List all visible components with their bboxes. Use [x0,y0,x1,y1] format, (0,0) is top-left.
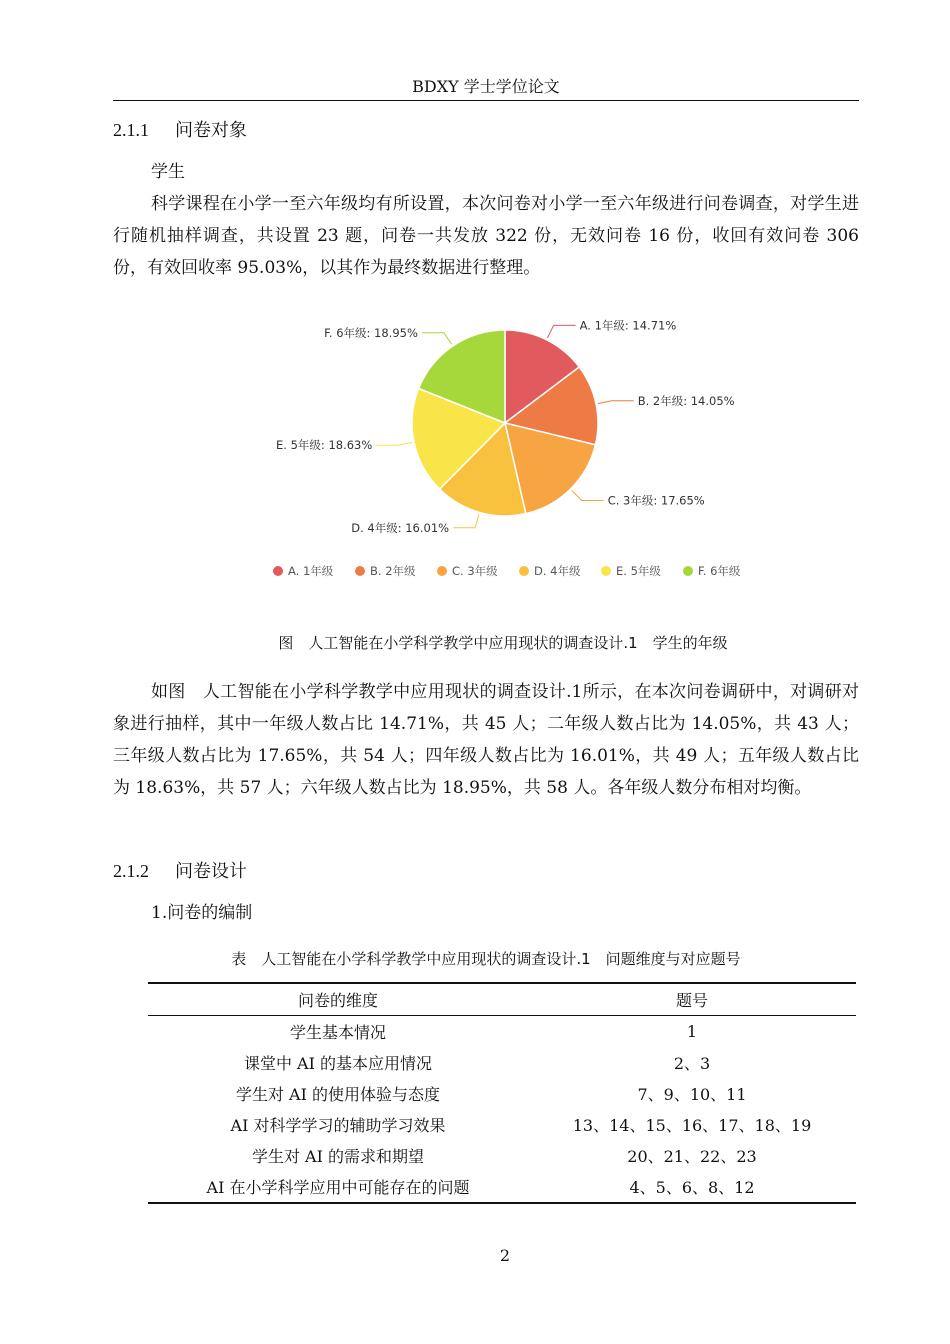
section-title: 问卷对象 [175,120,247,141]
pie-data-label: F. 6年级: 18.95% [324,325,418,340]
pie-leader-line [547,325,575,338]
table-cell: 课堂中 AI 的基本应用情况 [243,1054,433,1073]
legend-entry: E. 5年级 [616,564,661,578]
pie-leader-line [598,401,634,404]
table-header-question-numbers: 题号 [528,983,856,1016]
dimension-table [148,982,856,1204]
table-cell: 学生对 AI 的需求和期望 [251,1147,425,1166]
table-row [148,1171,856,1203]
table-cell: AI 对科学学习的辅助学习效果 [230,1116,446,1135]
pie-leader-line [572,491,604,501]
table-cell: 学生对 AI 的使用体验与态度 [235,1085,441,1104]
pie-data-label: C. 3年级: 17.65% [607,493,705,508]
pie-leader-line [422,333,452,345]
legend-entry: A. 1年级 [288,564,334,578]
table-cell: 2、3 [673,1054,711,1073]
pie-leader-line [376,442,412,445]
section-heading-2-1-2 [113,859,247,884]
table-row [148,1047,856,1078]
pie-data-label: A. 1年级: 14.71% [579,318,677,333]
table-row [148,1140,856,1171]
legend-swatch [355,566,365,576]
paragraph-grade-distribution: 如图 人工智能在小学科学教学中应用现状的调查设计.1所示，在本次问卷调研中，对调研对象进行抽样，其中一年级人数占比 14.71%，共 45 人；二年级人数占比为 14.05%，共 43 人；三年级人数占比为 17.65%，共 54 人；四年级人数占比为 16.01%，共 49 人；五年级人数占比为 18.63%，共 57 人；六年级人数占比为 18.95%，共 58 人。各年级人数分布相对均衡。 [113,682,859,798]
pie-data-label: E. 5年级: 18.63% [276,438,373,453]
table-header-row [148,983,856,1016]
section-title: 问卷设计 [175,861,247,882]
legend-swatch [601,566,611,576]
pie-leader-line [453,514,479,527]
table-cell: 20、21、22、23 [627,1147,757,1166]
legend-entry: F. 6年级 [698,564,741,578]
section-heading-2-1-1 [113,118,247,143]
legend-entry: D. 4年级 [534,564,581,578]
section-number: 2.1.1 [113,120,149,140]
legend-swatch [273,566,283,576]
table-cell: 13、14、15、16、17、18、19 [572,1116,812,1135]
legend-entry: C. 3年级 [452,564,498,578]
table-row [148,1016,856,1048]
section-number: 2.1.2 [113,861,149,881]
legend-swatch [683,566,693,576]
table-cell: 7、9、10、11 [637,1085,747,1104]
legend-swatch [437,566,447,576]
header-rule [113,100,859,101]
figure-caption: 图 人工智能在小学科学教学中应用现状的调查设计.1 学生的年级 [278,634,728,652]
paragraph-survey-overview: 科学课程在小学一至六年级均有所设置，本次问卷对小学一至六年级进行问卷调查，对学生进行随机抽样调查，共设置 23 题，问卷一共发放 322 份，无效问卷 16 份，收回有效问卷 306 份，有效回收率 95.03%，以其作为最终数据进行整理。 [113,194,859,278]
legend-entry: B. 2年级 [370,564,416,578]
subheading-questionnaire-design: 1.问卷的编制 [151,903,253,923]
pie-data-label: B. 2年级: 14.05% [637,393,735,408]
table-cell: AI 在小学科学应用中可能存在的问题 [148,1171,528,1203]
subheading-students: 学生 [151,162,185,182]
grade-pie-chart [260,300,760,590]
legend-swatch [519,566,529,576]
pie-data-label: D. 4年级: 16.01% [351,520,450,535]
table-cell: 1 [686,1022,698,1041]
table-row [148,1109,856,1140]
page-number: 2 [499,1246,511,1265]
table-row [148,1078,856,1109]
table-caption: 表 人工智能在小学科学教学中应用现状的调查设计.1 问题维度与对应题号 [231,950,741,968]
table-cell: 学生基本情况 [289,1023,386,1042]
table-cell: 4、5、6、8、12 [528,1171,856,1203]
table-header-dimension: 问卷的维度 [148,983,528,1016]
running-header: BDXY 学士学位论文 [412,77,560,96]
